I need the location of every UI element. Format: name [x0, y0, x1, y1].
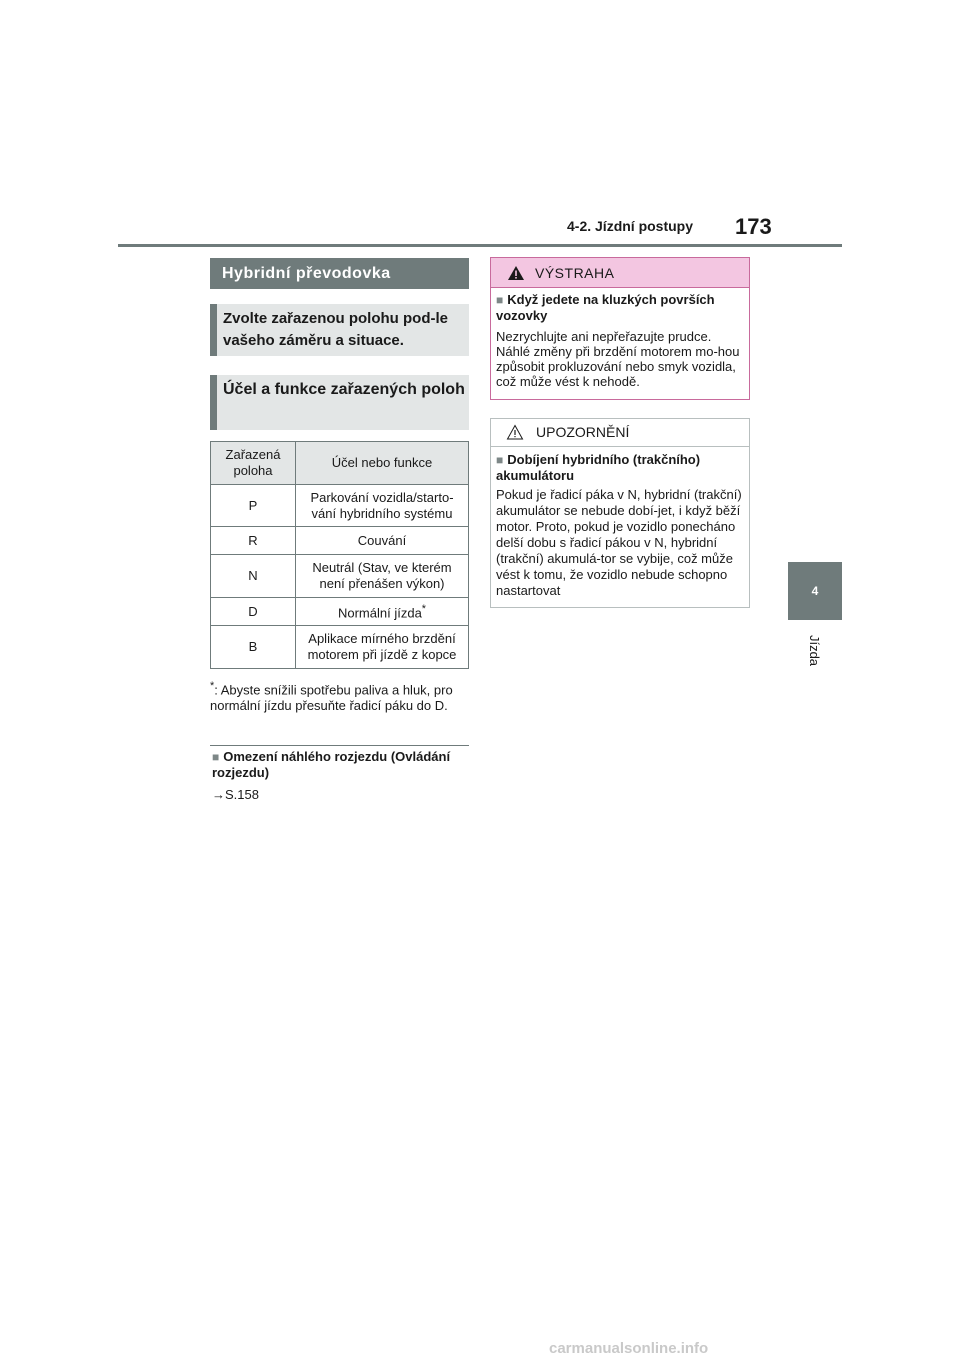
subheading: ■ Omezení náhlého rozjezdu (Ovládání rozjezdu)	[212, 749, 451, 780]
warning-triangle-icon	[507, 265, 525, 281]
table-row	[211, 598, 469, 626]
footnote	[210, 678, 470, 714]
gear-position: D	[211, 598, 296, 626]
table-header-row	[211, 442, 469, 485]
intro-box: Zvolte zařazenou polohu pod-le vašeho záměru a situace.	[210, 304, 469, 356]
gear-function: Aplikace mírného brzdění motorem při jízdě z kopce	[296, 626, 469, 669]
square-bullet-icon: ■	[496, 453, 504, 467]
gear-position: N	[211, 555, 296, 598]
notice-body: Pokud je řadicí páka v N, hybridní (trakční) akumulátor se nebude dobí-jet, i když běží motor. Proto, pokud je vozidlo ponecháno delší dobu s řadicí pákou v N, hybridní (trakční) akumulá-tor se vybije, což může vést k tomu, že vozidlo nebude schopno nastartovat	[496, 487, 742, 598]
warning-subheading: ■ Když jedete na kluzkých površích vozovky	[496, 292, 715, 323]
notice-header	[490, 418, 750, 447]
table-row	[211, 485, 469, 527]
gear-function: Parkování vozidla/starto-vání hybridního systému	[296, 485, 469, 527]
warning-header	[490, 257, 750, 288]
divider	[210, 745, 469, 746]
notice-subheading: ■ Dobíjení hybridního (trakčního) akumulátoru	[496, 452, 701, 483]
column-header-function: Účel nebo funkce	[296, 442, 469, 485]
square-bullet-icon: ■	[496, 293, 504, 307]
chapter-label: Jízda	[807, 634, 823, 666]
notice-title: UPOZORNĚNÍ	[536, 424, 630, 440]
table-row	[211, 555, 469, 598]
chapter-number: 4	[811, 584, 819, 598]
table-row	[211, 527, 469, 555]
warning-body: Nezrychlujte ani nepřeřazujte prudce. Náhlé změny při brzdění motorem mo-hou způsobit prokluzování nebo smyk vozidla, což může vést k nehodě.	[496, 329, 740, 389]
footnote-mark: *	[421, 603, 427, 616]
gear-position: P	[211, 485, 296, 527]
header-rule	[118, 244, 842, 247]
warning-title: VÝSTRAHA	[535, 264, 615, 281]
caution-triangle-icon	[506, 424, 524, 440]
gear-positions-table	[210, 441, 469, 669]
chapter-tab	[788, 562, 842, 620]
gear-function-cell	[296, 598, 469, 626]
gear-function: Normální jízda	[337, 605, 422, 621]
watermark: carmanualsonline.info	[549, 1340, 709, 1357]
page-number: 173	[735, 214, 772, 239]
section-heading: Účel a funkce zařazených poloh	[210, 375, 469, 430]
footnote-mark: *	[210, 680, 215, 692]
column-header-position: Zařazená poloha	[211, 442, 296, 485]
topic-title-bar: Hybridní převodovka	[210, 258, 469, 289]
gear-function: Couvání	[296, 527, 469, 555]
square-bullet-icon: ■	[212, 750, 220, 764]
page-reference-link[interactable]: →S.158	[212, 787, 259, 802]
gear-position: R	[211, 527, 296, 555]
section-title: 4-2. Jízdní postupy	[567, 218, 694, 234]
gear-position: B	[211, 626, 296, 669]
footnote-text: : Abyste snížili spotřebu paliva a hluk, pro normální jízdu přesuňte řadicí páku do D.	[210, 682, 453, 714]
gear-function: Neutrál (Stav, ve kterém není přenášen výkon)	[296, 555, 469, 598]
table-row	[211, 626, 469, 669]
